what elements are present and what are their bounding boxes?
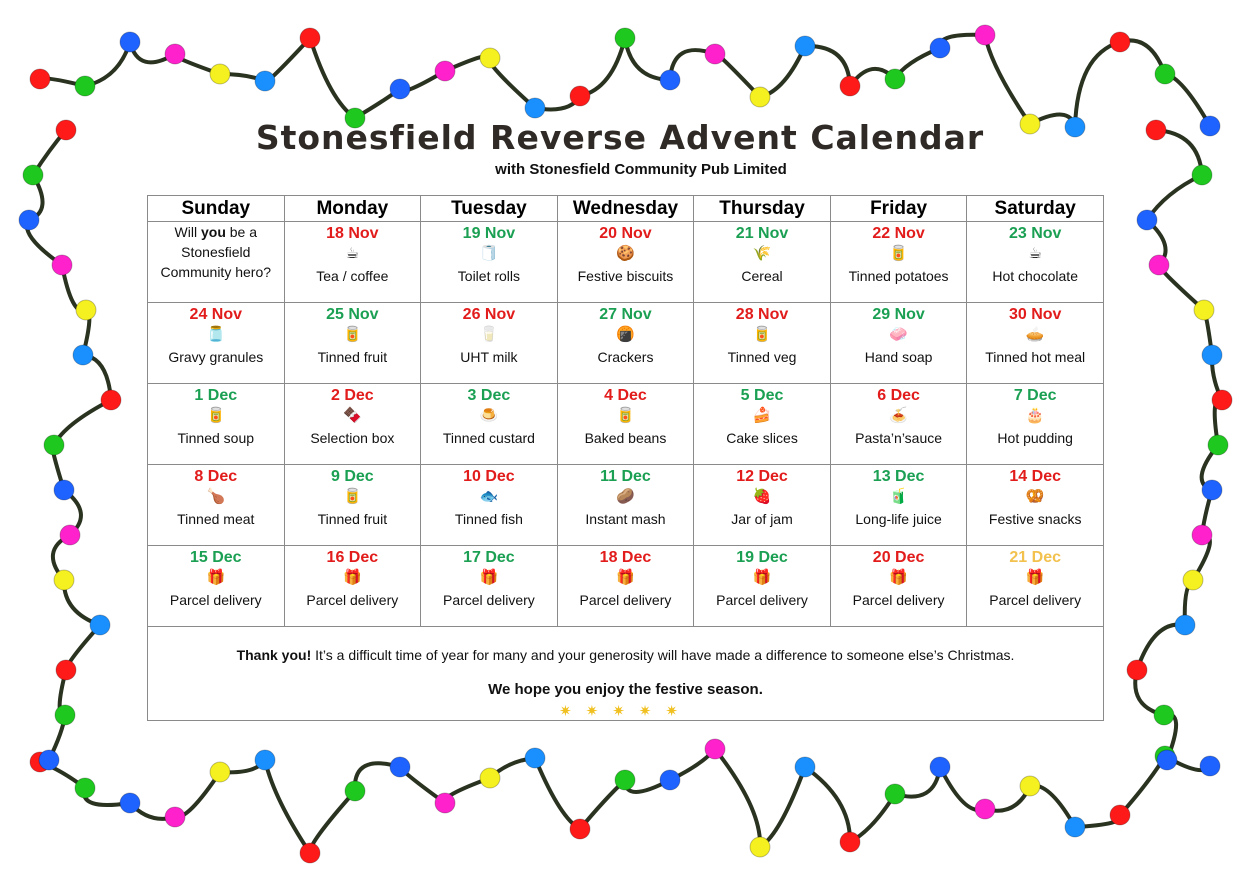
day-date: 19 Nov (462, 225, 516, 242)
gift-icon: 🎁 (206, 569, 226, 586)
calendar-day-cell (421, 384, 558, 465)
day-date: 7 Dec (1013, 387, 1057, 404)
donation-item-label: Tinned fruit (317, 511, 388, 527)
calendar-day-cell (557, 546, 694, 627)
light-bulb (480, 768, 500, 788)
donation-item-label: Parcel delivery (716, 592, 808, 608)
calendar-day-cell (557, 384, 694, 465)
calendar-day-cell (830, 303, 967, 384)
pie-icon: 🥧 (1025, 326, 1045, 343)
donation-item-label: Tinned potatoes (848, 268, 949, 284)
page-title: Stonesfield Reverse Advent Calendar (255, 118, 985, 157)
juice-box-icon: 🧃 (889, 488, 908, 505)
day-date: 21 Nov (735, 225, 789, 242)
calendar-day-cell (694, 546, 831, 627)
light-bulb (1200, 756, 1220, 776)
light-bulb (120, 32, 140, 52)
light-bulb (52, 255, 72, 275)
coffee-cup-icon: ☕ (345, 245, 360, 262)
light-bulb (210, 762, 230, 782)
light-bulb (885, 69, 905, 89)
light-bulb (1155, 64, 1175, 84)
day-date: 18 Dec (599, 549, 652, 566)
thank-you-bold: Thank you! (236, 647, 312, 663)
day-date: 1 Dec (194, 387, 238, 404)
light-bulb (1157, 750, 1177, 770)
light-bulb (1154, 705, 1174, 725)
star-icons: ✷✷✷✷✷ (559, 703, 692, 720)
weekday-header: Friday (830, 196, 967, 222)
day-date: 12 Dec (736, 468, 788, 485)
light-bulb (1149, 255, 1169, 275)
advent-calendar-table (147, 195, 1104, 721)
light-bulb (44, 435, 64, 455)
light-bulb (165, 807, 185, 827)
light-bulb (90, 615, 110, 635)
calendar-week-row (148, 465, 1104, 546)
calendar-day-cell (284, 222, 421, 303)
day-date: 29 Nov (872, 306, 925, 323)
light-bulb (1110, 805, 1130, 825)
calendar-week-row (148, 222, 1104, 303)
gift-icon: 🎁 (616, 569, 635, 586)
calendar-day-cell (694, 465, 831, 546)
light-bulb (60, 525, 80, 545)
gravy-jar-icon: 🫙 (206, 326, 226, 343)
soap-icon: 🧼 (889, 326, 908, 343)
donation-item-label: Crackers (597, 349, 654, 365)
light-bulb (120, 793, 140, 813)
gift-icon: 🎁 (343, 569, 362, 586)
light-bulb (1127, 660, 1147, 680)
donation-item-label: Festive snacks (988, 511, 1082, 527)
weekday-header: Thursday (694, 196, 831, 222)
light-bulb (1137, 210, 1157, 230)
light-bulb (660, 70, 680, 90)
donation-item-label: Tinned fruit (317, 349, 388, 365)
donation-item-label: Cake slices (726, 430, 798, 446)
day-date: 24 Nov (189, 306, 243, 323)
weekday-header: Sunday (148, 196, 285, 222)
calendar-day-cell (967, 546, 1104, 627)
calendar-day-cell (284, 465, 421, 546)
day-date: 16 Dec (326, 549, 379, 566)
light-bulb (930, 757, 950, 777)
light-bulb (300, 843, 320, 863)
toilet-roll-icon: 🧻 (479, 245, 499, 262)
thank-you-cell (148, 627, 1104, 721)
day-date: 10 Dec (463, 468, 515, 485)
pasta-bowl-icon: 🍝 (889, 407, 908, 424)
light-bulb (1202, 480, 1222, 500)
light-bulb (795, 36, 815, 56)
light-bulb (525, 748, 545, 768)
calendar-day-cell (421, 303, 558, 384)
strawberry-icon: 🍓 (752, 488, 772, 505)
day-date: 26 Nov (462, 306, 516, 323)
day-date: 15 Dec (189, 549, 242, 566)
donation-item-label: Parcel delivery (989, 592, 1082, 608)
calendar-day-cell (830, 546, 967, 627)
weekday-header: Monday (284, 196, 421, 222)
day-date: 11 Dec (600, 468, 651, 485)
calendar-day-cell (421, 222, 558, 303)
tin-can-icon: 🥫 (752, 326, 772, 343)
calendar-day-cell (148, 546, 285, 627)
day-date: 3 Dec (467, 387, 511, 404)
light-bulb (390, 757, 410, 777)
donation-item-label: Toilet rolls (457, 268, 521, 284)
light-bulb (1175, 615, 1195, 635)
light-bulb (1208, 435, 1228, 455)
day-date: 6 Dec (877, 387, 920, 404)
weekday-header: Saturday (967, 196, 1104, 222)
intro-cell (148, 222, 285, 303)
donation-item-label: Tinned veg (727, 349, 797, 365)
pretzel-icon: 🥨 (1025, 488, 1045, 505)
light-bulb (975, 25, 995, 45)
day-date: 18 Nov (326, 225, 379, 242)
calendar-day-cell (284, 303, 421, 384)
calendar-week-row (148, 384, 1104, 465)
calendar-day-cell (694, 222, 831, 303)
day-date: 21 Dec (1009, 549, 1061, 566)
day-date: 19 Dec (736, 549, 788, 566)
day-date: 20 Dec (872, 549, 925, 566)
light-bulb (795, 757, 815, 777)
calendar-day-cell (148, 303, 285, 384)
gift-icon: 🎁 (752, 569, 772, 586)
tin-can-icon: 🥫 (343, 488, 362, 505)
chicken-leg-icon: 🍗 (206, 488, 226, 505)
light-bulb (56, 660, 76, 680)
day-date: 27 Nov (599, 306, 652, 323)
calendar-day-cell (694, 384, 831, 465)
day-date: 23 Nov (1008, 225, 1062, 242)
calendar-day-cell (967, 222, 1104, 303)
light-bulb (1020, 776, 1040, 796)
tin-can-icon: 🥫 (616, 407, 635, 424)
light-bulb (975, 799, 995, 819)
cracker-icon: 🍘 (616, 326, 635, 343)
light-bulb (1065, 817, 1085, 837)
thank-you-message (148, 647, 1103, 663)
calendar-day-cell (421, 465, 558, 546)
light-bulb (255, 71, 275, 91)
light-bulb (705, 44, 725, 64)
light-bulb (73, 345, 93, 365)
day-date: 9 Dec (330, 468, 374, 485)
donation-item-label: Parcel delivery (579, 592, 672, 608)
calendar-day-cell (284, 546, 421, 627)
festive-wish: We hope you enjoy the festive season. (488, 681, 763, 698)
calendar-day-cell (967, 384, 1104, 465)
chocolate-bar-icon: 🍫 (343, 407, 362, 424)
thank-you-text: It’s a difficult time of year for many and your generosity will have made a difference to someone else’s Christmas. (311, 647, 1015, 663)
calendar-day-cell (557, 465, 694, 546)
calendar-day-cell (830, 384, 967, 465)
day-date: 30 Nov (1008, 306, 1062, 323)
day-date: 5 Dec (740, 387, 784, 404)
thank-you-row (148, 627, 1104, 721)
light-bulb (345, 781, 365, 801)
light-bulb (210, 64, 230, 84)
milk-glass-icon: 🥛 (479, 326, 499, 343)
donation-item-label: Tinned fish (454, 511, 523, 527)
calendar-day-cell (967, 465, 1104, 546)
donation-item-label: Selection box (310, 430, 395, 446)
day-date: 8 Dec (194, 468, 238, 485)
light-bulb (525, 98, 545, 118)
tin-can-icon: 🥫 (889, 245, 908, 262)
calendar-day-cell (284, 384, 421, 465)
light-bulb (750, 87, 770, 107)
donation-item-label: Pasta’n’sauce (855, 430, 943, 446)
donation-item-label: Tinned soup (177, 430, 255, 446)
light-bulb (705, 739, 725, 759)
light-bulb (1192, 525, 1212, 545)
donation-item-label: Festive biscuits (577, 268, 674, 284)
light-bulb (1194, 300, 1214, 320)
light-bulb (1212, 390, 1232, 410)
donation-item-label: UHT milk (460, 349, 518, 365)
light-bulb (300, 28, 320, 48)
calendar-week-row (148, 303, 1104, 384)
donation-item-label: Instant mash (585, 511, 666, 527)
light-bulb (435, 61, 455, 81)
weekday-header-row (148, 196, 1104, 222)
weekday-header: Tuesday (421, 196, 558, 222)
light-bulb (75, 778, 95, 798)
calendar-week-row (148, 546, 1104, 627)
donation-item-label: Hot pudding (997, 430, 1073, 446)
day-date: 28 Nov (735, 306, 789, 323)
calendar-day-cell (557, 303, 694, 384)
light-bulb (39, 750, 59, 770)
intro-text-end: be a Stonesfield Community hero? (160, 224, 272, 280)
day-date: 13 Dec (872, 468, 925, 485)
day-date: 20 Nov (599, 225, 652, 242)
tin-can-icon: 🥫 (206, 407, 226, 424)
day-date: 22 Nov (872, 225, 925, 242)
light-bulb (840, 76, 860, 96)
light-bulb (54, 570, 74, 590)
light-bulb (54, 480, 74, 500)
intro-text-emphasis: you (200, 224, 226, 240)
light-bulb (55, 705, 75, 725)
donation-item-label: Hot chocolate (992, 268, 1078, 284)
tin-can-icon: 🥫 (343, 326, 362, 343)
light-bulb (1183, 570, 1203, 590)
light-bulb (255, 750, 275, 770)
calendar-day-cell (694, 303, 831, 384)
day-date: 4 Dec (604, 387, 647, 404)
calendar-day-cell (830, 465, 967, 546)
light-bulb (615, 28, 635, 48)
donation-item-label: Hand soap (864, 349, 933, 365)
weekday-header: Wednesday (557, 196, 694, 222)
light-bulb (885, 784, 905, 804)
donation-item-label: Parcel delivery (306, 592, 399, 608)
donation-item-label: Tea / coffee (316, 268, 389, 284)
calendar-day-cell (148, 384, 285, 465)
light-bulb (1110, 32, 1130, 52)
calendar-day-cell (421, 546, 558, 627)
light-bulb (75, 76, 95, 96)
light-bulb (570, 86, 590, 106)
day-date: 25 Nov (326, 306, 379, 323)
donation-item-label: Jar of jam (731, 511, 793, 527)
gift-icon: 🎁 (1025, 569, 1045, 586)
light-bulb (76, 300, 96, 320)
light-bulb (570, 819, 590, 839)
donation-item-label: Baked beans (584, 430, 667, 446)
hot-chocolate-icon: ☕ (1028, 245, 1042, 262)
calendar-day-cell (557, 222, 694, 303)
calendar-day-cell (148, 465, 285, 546)
donation-item-label: Gravy granules (168, 349, 264, 365)
donation-item-label: Parcel delivery (169, 592, 262, 608)
donation-item-label: Parcel delivery (442, 592, 535, 608)
light-bulb (750, 837, 770, 857)
day-date: 2 Dec (330, 387, 374, 404)
light-bulb (930, 38, 950, 58)
donation-item-label: Tinned custard (442, 430, 535, 446)
light-bulb (480, 48, 500, 68)
day-date: 17 Dec (463, 549, 515, 566)
donation-item-label: Tinned hot meal (985, 349, 1086, 365)
gift-icon: 🎁 (889, 569, 908, 586)
gift-icon: 🎁 (479, 569, 499, 586)
fish-icon: 🐟 (479, 488, 499, 505)
light-bulb (1202, 345, 1222, 365)
christmas-pudding-icon: 🎂 (1025, 407, 1045, 424)
donation-item-label: Cereal (741, 268, 783, 284)
day-date: 14 Dec (1009, 468, 1061, 485)
light-bulb (660, 770, 680, 790)
donation-item-label: Tinned meat (177, 511, 255, 527)
donation-item-label: Long-life juice (855, 511, 942, 527)
page-subtitle: with Stonesfield Community Pub Limited (495, 161, 787, 178)
light-bulb (435, 793, 455, 813)
light-bulb (19, 210, 39, 230)
intro-text-start: Will (174, 224, 201, 240)
light-bulb (390, 79, 410, 99)
light-bulb (30, 69, 50, 89)
custard-icon: 🍮 (479, 407, 499, 424)
cake-slice-icon: 🍰 (752, 407, 772, 424)
calendar-day-cell (967, 303, 1104, 384)
light-bulb (840, 832, 860, 852)
potato-icon: 🥔 (616, 488, 635, 505)
light-bulb (165, 44, 185, 64)
biscuit-icon: 🍪 (616, 245, 635, 262)
donation-item-label: Parcel delivery (852, 592, 945, 608)
light-bulb (101, 390, 121, 410)
light-bulb (615, 770, 635, 790)
wheat-icon: 🌾 (752, 245, 772, 262)
calendar-day-cell (830, 222, 967, 303)
